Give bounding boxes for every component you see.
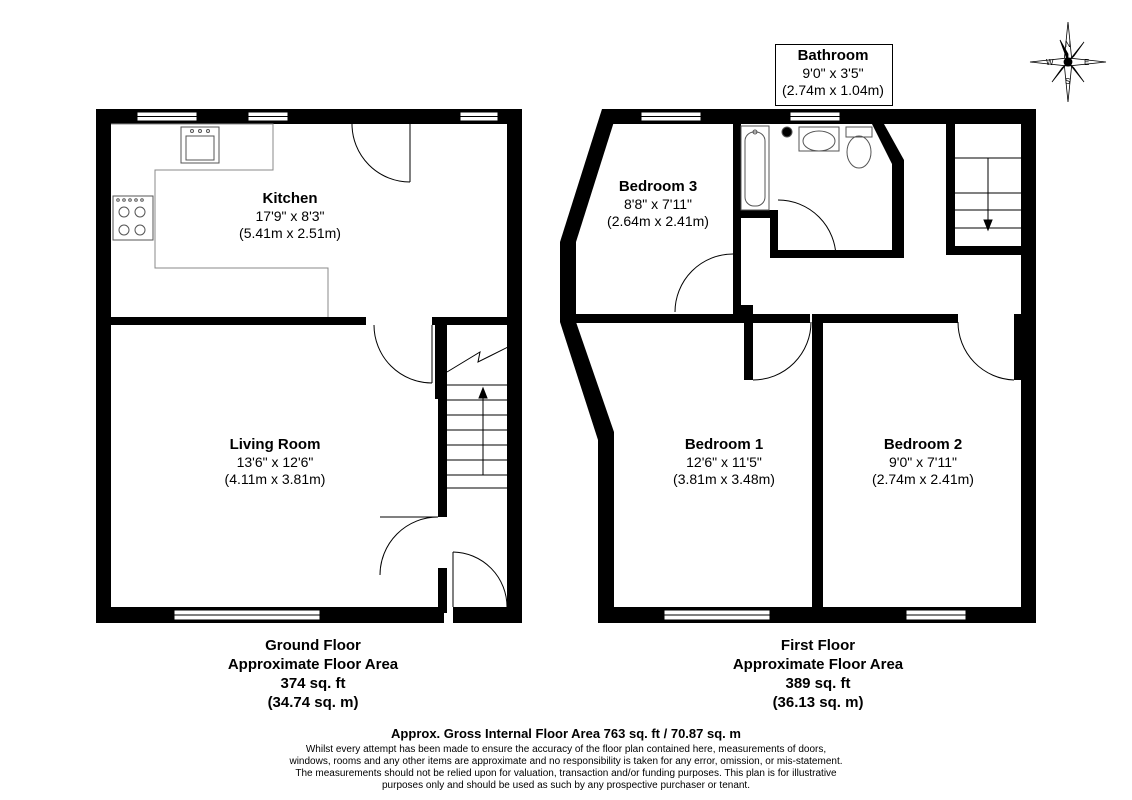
bedroom-1-label xyxy=(654,436,794,488)
first-floor-area-label xyxy=(668,636,968,712)
ground-floor-sqm: (34.74 sq. m) xyxy=(267,694,359,711)
first-floor-title: First Floor xyxy=(780,637,856,654)
kitchen-label xyxy=(220,190,360,242)
compass-n-label: N xyxy=(1065,40,1071,49)
bedroom-3-imperial: 8'8" x 7'11" xyxy=(624,196,692,212)
ground-floor-area-label xyxy=(163,636,463,712)
compass-w-label: W xyxy=(1046,58,1054,67)
compass-e-label: E xyxy=(1084,58,1090,67)
bedroom-2-metric: (2.74m x 2.41m) xyxy=(872,470,974,487)
kitchen-metric: (5.41m x 2.51m) xyxy=(239,224,341,241)
bathroom-imperial: 9'0" x 3'5" xyxy=(802,65,864,81)
first-floor-sqft: 389 sq. ft xyxy=(785,675,851,692)
gross-floor-area: Approx. Gross Internal Floor Area 763 sq. ft / 70.87 sq. m xyxy=(391,726,741,741)
compass-s-label: S xyxy=(1065,77,1071,86)
bathroom-fixtures xyxy=(741,126,872,210)
compass-icon xyxy=(1030,22,1106,102)
ground-floor-doors xyxy=(352,124,507,607)
ground-floor-title: Ground Floor xyxy=(265,637,361,654)
bedroom-3-metric: (2.64m x 2.41m) xyxy=(607,212,709,229)
first-floor-sqm: (36.13 sq. m) xyxy=(772,694,864,711)
bedroom-1-name: Bedroom 1 xyxy=(684,436,764,453)
bedroom-3-label xyxy=(590,178,726,230)
first-floor-stairs xyxy=(955,158,1021,230)
hob-icon xyxy=(113,196,153,240)
bedroom-2-label xyxy=(853,436,993,488)
kitchen-name: Kitchen xyxy=(262,190,318,207)
ground-floor-sqft: 374 sq. ft xyxy=(280,675,346,692)
living-room-metric: (4.11m x 3.81m) xyxy=(224,470,326,487)
footer xyxy=(0,726,1132,792)
sink-icon xyxy=(181,127,219,163)
bedroom-3-name: Bedroom 3 xyxy=(618,178,698,195)
living-room-label xyxy=(200,436,350,488)
bedroom-2-imperial: 9'0" x 7'11" xyxy=(889,454,957,470)
first-floor-subtitle: Approximate Floor Area xyxy=(732,656,904,673)
bathroom-label xyxy=(770,47,896,99)
ground-floor-stairs xyxy=(447,345,512,488)
disclaimer-text: Whilst every attempt has been made to ensure the accuracy of the floor plan contained here, measurements of doors, windows, rooms and any other items are approximate and no responsibility is taken for any error, omission, or mis-statement. The measurements should not be relied upon for valuation, transaction and/or funding purposes. This plan is for illustrative purposes only and should be used as such by any prospective purchaser or tenant. xyxy=(289,744,843,791)
bedroom-1-metric: (3.81m x 3.48m) xyxy=(673,470,775,487)
kitchen-imperial: 17'9" x 8'3" xyxy=(255,208,325,224)
bedroom-2-name: Bedroom 2 xyxy=(883,436,963,453)
ground-floor-plan xyxy=(96,109,522,623)
ground-floor-subtitle: Approximate Floor Area xyxy=(227,656,399,673)
ground-floor-walls xyxy=(96,109,522,623)
living-room-name: Living Room xyxy=(229,436,321,453)
bedroom-1-imperial: 12'6" x 11'5" xyxy=(686,454,762,470)
bathroom-name: Bathroom xyxy=(797,47,869,64)
living-room-imperial: 13'6" x 12'6" xyxy=(236,454,314,470)
bathroom-metric: (2.74m x 1.04m) xyxy=(782,81,884,98)
